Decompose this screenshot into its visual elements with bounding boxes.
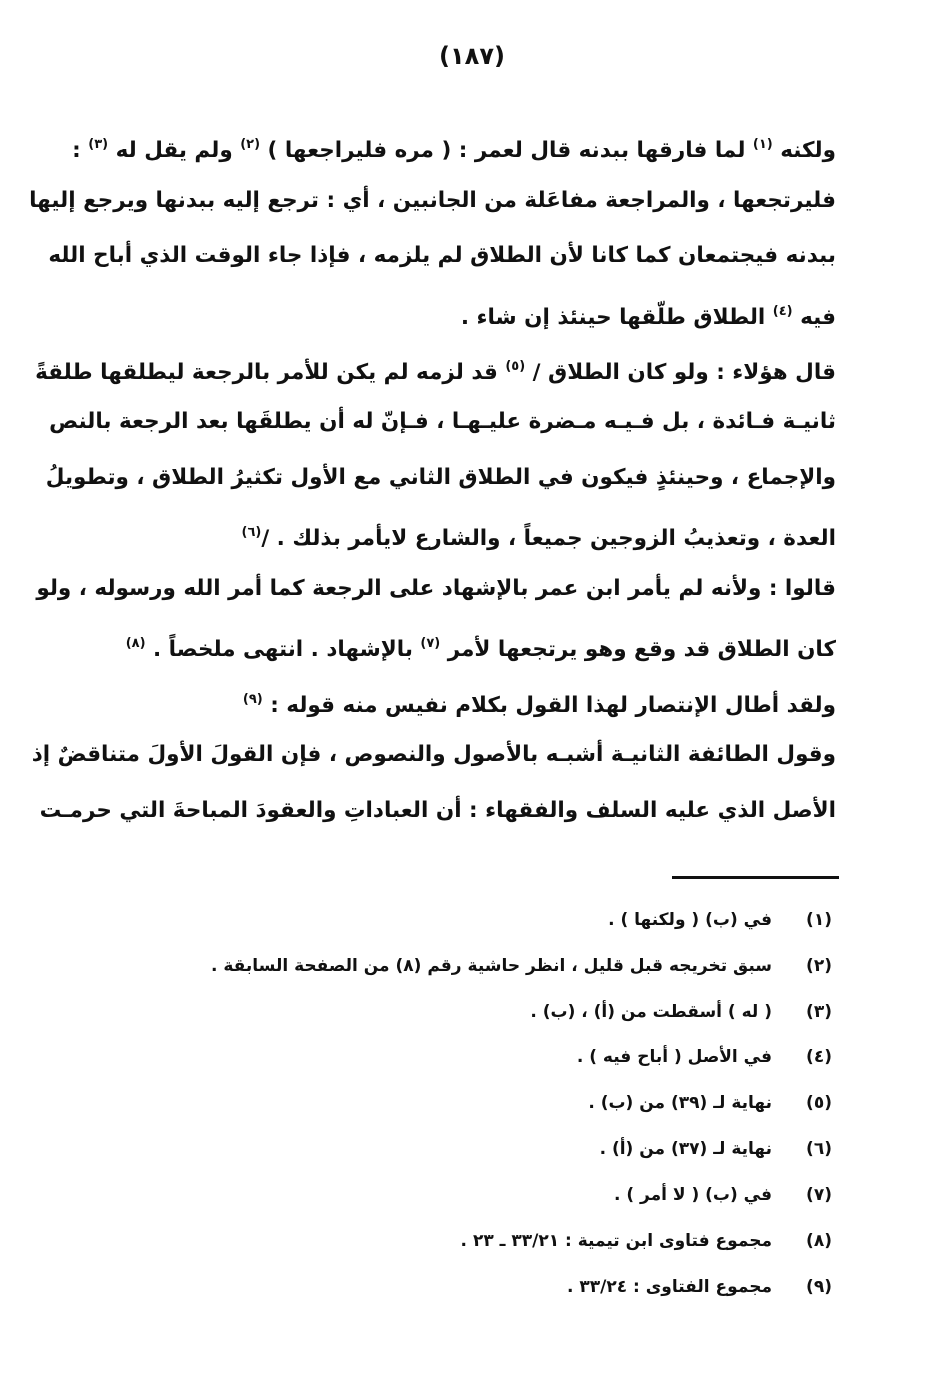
footnote-ref: (٧) bbox=[420, 636, 441, 651]
footnote-text: ( له ) أسقطت من (أ) ، (ب) . bbox=[530, 1002, 772, 1022]
line-text: الطلاق طلّقها حينئذ إن شاء . bbox=[460, 305, 773, 330]
line-text: فليرتجعها ، والمراجعة مفاعَلة من الجانبين ، أي : ترجع إليه ببدنها ويرجع إليها bbox=[29, 188, 836, 213]
footnote-text: نهاية لـ (٣٧) من (أ) . bbox=[599, 1139, 772, 1159]
line-text: والإجماع ، وحينئذٍ فيكون في الطلاق الثاني مع الأول تكثيرُ الطلاق ، وتطويلُ bbox=[45, 465, 836, 490]
footnote-ref: (٦) bbox=[241, 525, 262, 540]
line-text: ولقد أطال الإنتصار لهذا القول بكلام نفيس منه قوله : bbox=[262, 693, 836, 718]
body-line bbox=[134, 297, 836, 331]
body-line bbox=[29, 186, 836, 220]
body-line bbox=[35, 352, 836, 386]
footnote-item bbox=[211, 953, 832, 979]
footnote-ref: (٣) bbox=[88, 137, 109, 152]
footnote-item bbox=[530, 999, 832, 1025]
footnote-ref: (١) bbox=[752, 137, 773, 152]
line-text: ثانيـة فـائدة ، بل فـيـه مـضرة عليـهـا ، فـإنّ له أن يطلقَها بعد الرجعة بالنص bbox=[49, 409, 836, 434]
line-text: قال هؤلاء : ولو كان الطلاق / bbox=[525, 360, 836, 385]
footnote-item bbox=[600, 1136, 832, 1162]
footnote-item bbox=[577, 1044, 832, 1070]
line-text: : bbox=[72, 138, 89, 163]
line-text: بالإشهاد . انتهى ملخصاً . bbox=[145, 637, 421, 662]
footnote-item bbox=[588, 1090, 832, 1116]
line-text: وقول الطائفة الثانيـة أشبـه بالأصول والنصوص ، فإن القولَ الأولَ متناقضٌ إذ bbox=[31, 742, 836, 767]
line-text: كان الطلاق قد وقع وهو يرتجعها لأمر bbox=[440, 637, 836, 662]
footnote-number: (٦) bbox=[806, 1139, 832, 1159]
body-line bbox=[48, 241, 836, 275]
line-text: قد لزمه لم يكن للأمر بالرجعة ليطلقها طلقةً bbox=[35, 360, 506, 385]
footnote-number: (٧) bbox=[806, 1185, 832, 1205]
footnote-text: نهاية لـ (٣٩) من (ب) . bbox=[588, 1093, 772, 1113]
line-text: فيه bbox=[792, 305, 836, 330]
page-number: (١٨٧) bbox=[439, 42, 505, 70]
footnote-number: (٣) bbox=[806, 1002, 832, 1022]
body-line bbox=[45, 463, 836, 497]
footnote-item bbox=[461, 1228, 832, 1254]
footnote-number: (٢) bbox=[806, 956, 832, 976]
footnote-number: (٥) bbox=[806, 1093, 832, 1113]
line-text: ببدنه فيجتمعان كما كانا لأن الطلاق لم يلزمه ، فإذا جاء الوقت الذي أباح الله bbox=[48, 243, 836, 268]
body-line bbox=[36, 574, 836, 608]
footnote-item bbox=[567, 1274, 832, 1300]
footnote-number: (٨) bbox=[806, 1231, 832, 1251]
footnote-number: (١) bbox=[806, 910, 832, 930]
line-text: قالوا : ولأنه لم يأمر ابن عمر بالإشهاد على الرجعة كما أمر الله ورسوله ، ولو bbox=[36, 576, 836, 601]
body-line bbox=[125, 629, 836, 663]
footnote-ref: (٨) bbox=[125, 636, 146, 651]
body-line bbox=[39, 796, 836, 830]
line-text: العدة ، وتعذيبُ الزوجين جميعاً ، والشارع لايأمر بذلك . / bbox=[261, 526, 836, 551]
footnote-text: سبق تخريجه قبل قليل ، انظر حاشية رقم (٨) من الصفحة السابقة . bbox=[210, 956, 772, 976]
body-line bbox=[134, 685, 836, 719]
line-text: ولكنه bbox=[772, 138, 836, 163]
footnote-text: في (ب) ( لا أمر ) . bbox=[613, 1185, 772, 1205]
body-line bbox=[72, 130, 836, 164]
footnote-text: مجموع فتاوى ابن تيمية : ٣٣/٢١ ـ ٢٣ . bbox=[460, 1231, 772, 1251]
footnote-text: في (ب) ( ولكنها ) . bbox=[608, 910, 772, 930]
body-line bbox=[134, 518, 836, 552]
footnote-ref: (٩) bbox=[242, 692, 263, 707]
footnote-item bbox=[614, 1182, 832, 1208]
line-text: ولم يقل له bbox=[108, 138, 241, 163]
footnote-text: في الأصل ( أباح فيه ) . bbox=[576, 1047, 772, 1067]
footnote-ref: (٤) bbox=[772, 304, 793, 319]
line-text: لما فارقها ببدنه قال لعمر : ( مره فليراجعها ) bbox=[260, 138, 753, 163]
body-line bbox=[49, 407, 836, 441]
footnote-divider bbox=[672, 876, 839, 879]
footnote-text: مجموع الفتاوى : ٣٣/٢٤ . bbox=[566, 1277, 772, 1297]
body-line bbox=[31, 740, 836, 774]
footnote-ref: (٥) bbox=[505, 359, 526, 374]
footnote-number: (٤) bbox=[806, 1047, 832, 1067]
footnote-number: (٩) bbox=[806, 1277, 832, 1297]
line-text: الأصل الذي عليه السلف والفقهاء : أن العباداتِ والعقودَ المباحةَ التي حرمـت bbox=[39, 798, 836, 823]
footnote-item bbox=[608, 907, 832, 933]
footnote-ref: (٢) bbox=[240, 137, 261, 152]
